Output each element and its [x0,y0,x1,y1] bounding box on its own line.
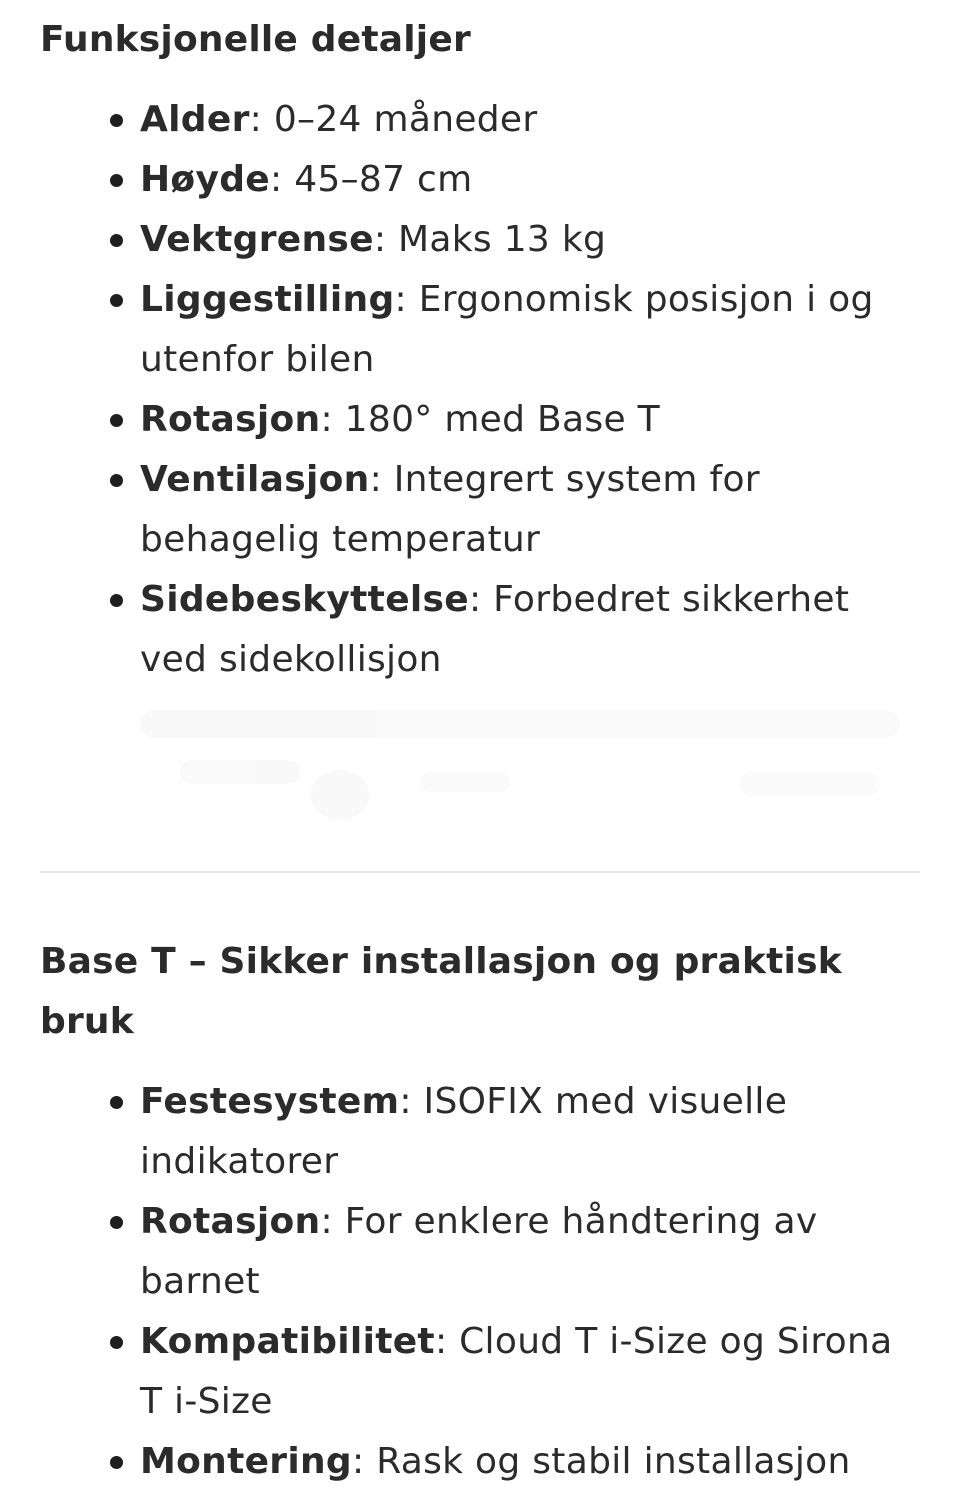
item-term: Ventilasjon [140,459,370,500]
item-text: : Integrert system for behagelig temperatur [140,459,760,560]
item-term: Kompatibilitet [140,1321,435,1362]
list-item [40,390,920,450]
item-text: : 45–87 cm [270,159,473,200]
base-t-list [40,1072,920,1492]
item-text: : Rask og stabil installasjon [352,1441,851,1482]
item-term: Montering [140,1441,353,1482]
item-text: : For enklere håndtering av barnet [140,1201,818,1302]
bullet-icon [110,594,123,607]
list-item [40,270,920,390]
item-text: : Maks 13 kg [373,219,607,260]
list-item [40,570,920,690]
list-item [40,450,920,570]
item-term: Festesystem [140,1081,400,1122]
faint-watermark-graphic [140,700,900,820]
bullet-icon [110,1336,123,1349]
list-item [40,1072,920,1192]
bullet-icon [110,234,123,247]
item-text: : 0–24 måneder [249,99,538,140]
bullet-icon [110,1216,123,1229]
item-text: : ISOFIX med visuelle indikatorer [140,1081,788,1182]
item-text: : Forbedret sikkerhet ved sidekollisjon [140,579,850,680]
list-item [40,1432,920,1492]
item-term: Høyde [140,159,271,200]
item-text: : Ergonomisk posisjon i og utenfor bilen [140,279,874,380]
bullet-icon [110,114,123,127]
list-item [40,1192,920,1312]
item-text: : 180° med Base T [320,399,660,440]
bullet-icon [110,174,123,187]
bullet-icon [110,1096,123,1109]
section-divider [40,871,920,873]
bullet-icon [110,1456,123,1469]
item-term: Rotasjon [140,1201,321,1242]
item-term: Vektgrense [140,219,374,260]
item-term: Sidebeskyttelse [140,579,469,620]
item-text: : Cloud T i-Size og Sirona T i-Size [140,1321,893,1422]
section-heading-base-t: Base T – Sikker installasjon og praktisk bruk [40,941,842,1042]
bullet-icon [110,414,123,427]
bullet-icon [110,474,123,487]
list-item [40,90,920,150]
item-term: Liggestilling [140,279,395,320]
section-heading-functional-details: Funksjonelle detaljer [40,19,471,60]
bullet-icon [110,294,123,307]
list-item [40,1312,920,1432]
list-item [40,210,920,270]
list-item [40,150,920,210]
item-term: Alder [140,99,250,140]
item-term: Rotasjon [140,399,321,440]
functional-details-list [40,90,920,690]
